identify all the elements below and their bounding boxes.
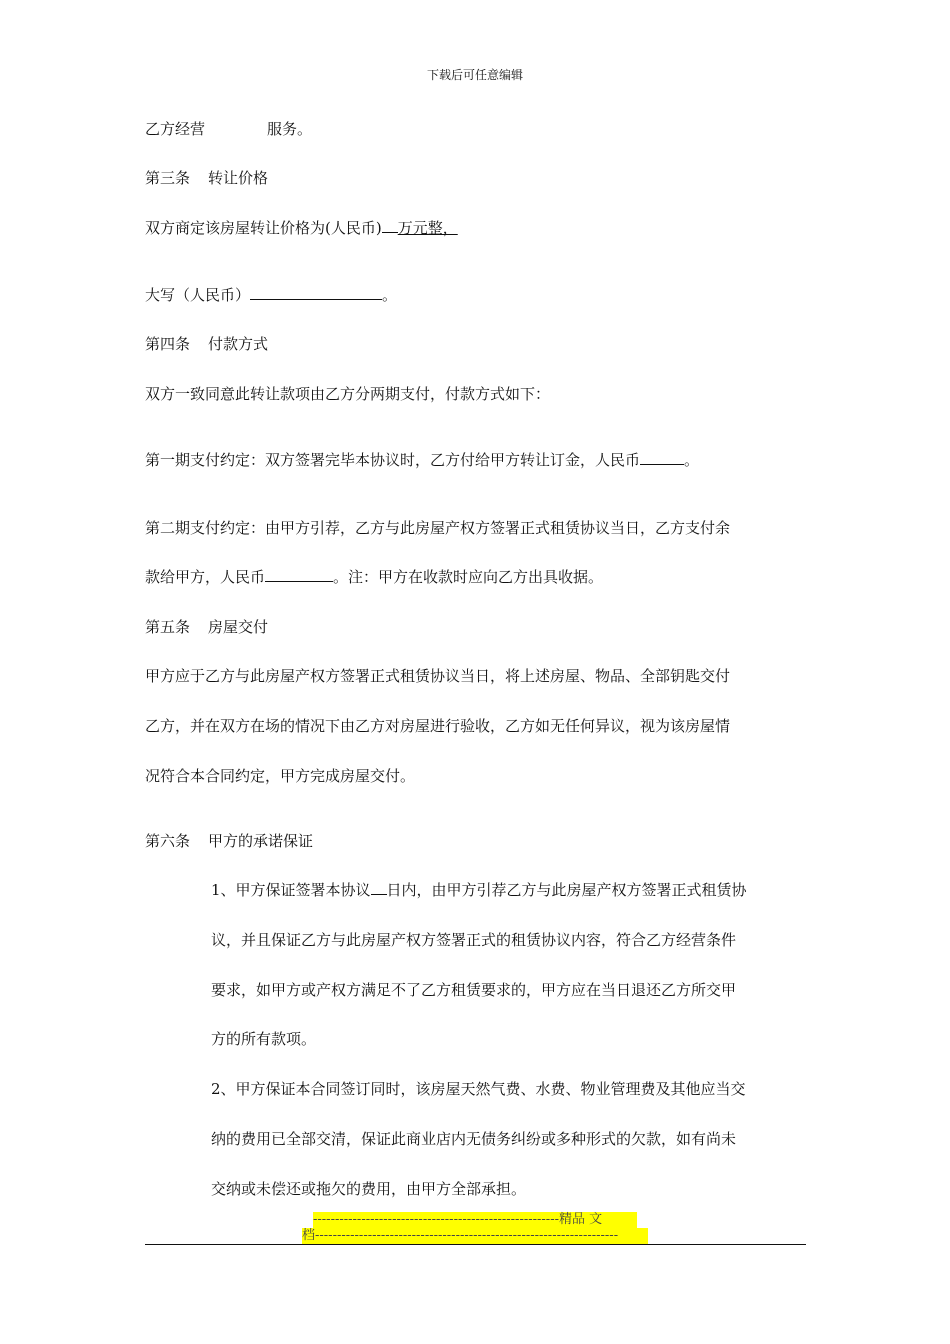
article-heading <box>145 617 268 637</box>
article-heading <box>145 168 268 188</box>
fill-blank <box>640 450 684 465</box>
clause-line: 交纳或未偿还或拖欠的费用，由甲方全部承担。 <box>211 1180 527 1198</box>
article-number: 第三条 <box>145 169 191 187</box>
clause-line: 方的所有款项。 <box>211 1030 317 1048</box>
article-title: 转让价格 <box>208 169 269 187</box>
text-segment: 服务。 <box>267 120 313 138</box>
clause-line <box>211 880 747 900</box>
footer-watermark-line1: --------------------------------------------------------精品 文 <box>313 1212 637 1228</box>
paragraph-line <box>145 218 458 238</box>
article-title: 付款方式 <box>208 335 269 353</box>
paragraph-line <box>145 567 603 587</box>
text-segment: 双方商定该房屋转让价格为(人民币) <box>145 219 382 237</box>
paragraph-line <box>145 450 699 470</box>
clause-line: 要求，如甲方或产权方满足不了乙方租赁要求的，甲方应在当日退还乙方所交甲 <box>211 981 737 999</box>
page-header: 下载后可任意编辑 <box>426 68 523 82</box>
text-segment: 乙方经营 <box>145 120 206 138</box>
clause-line: 议，并且保证乙方与此房屋产权方签署正式的租赁协议内容，符合乙方经营条件 <box>211 931 737 949</box>
fill-blank <box>382 218 398 233</box>
clause-line: 纳的费用已全部交清，保证此商业店内无债务纠纷或多种形式的欠款，如有尚未 <box>211 1130 737 1148</box>
text-segment: 1、甲方保证签署本协议 <box>211 881 371 899</box>
paragraph-line: 甲方应于乙方与此房屋产权方签署正式租赁协议当日，将上述房屋、物品、全部钥匙交付 <box>145 667 731 685</box>
article-number: 第六条 <box>145 832 191 850</box>
article-title: 甲方的承诺保证 <box>208 832 314 850</box>
article-number: 第四条 <box>145 335 191 353</box>
text-segment: 。注：甲方在收款时应向乙方出具收据。 <box>333 568 604 586</box>
paragraph-line <box>145 119 312 139</box>
text-segment: 。 <box>382 286 398 304</box>
paragraph-line: 双方一致同意此转让款项由乙方分两期支付，付款方式如下： <box>145 385 551 403</box>
text-segment: 日内，由甲方引荐乙方与此房屋产权方签署正式租赁协 <box>386 881 747 899</box>
text-segment: 。 <box>684 451 700 469</box>
fill-blank <box>371 880 387 895</box>
article-heading <box>145 334 268 354</box>
paragraph-line: 乙方，并在双方在场的情况下由乙方对房屋进行验收，乙方如无任何异议，视为该房屋情 <box>145 717 731 735</box>
paragraph-line: 况符合本合同约定，甲方完成房屋交付。 <box>145 767 416 785</box>
text-segment: 大写（人民币） <box>145 286 251 304</box>
underlined-text: 万元整， <box>397 219 458 237</box>
article-heading <box>145 831 313 851</box>
clause-line: 2、甲方保证本合同签订同时，该房屋天然气费、水费、物业管理费及其他应当交 <box>211 1080 746 1098</box>
article-title: 房屋交付 <box>208 618 269 636</box>
footer-watermark-line2: 档--------------------------------------------------------------------- <box>302 1228 648 1244</box>
text-segment: 款给甲方，人民币 <box>145 568 266 586</box>
text-segment: 第一期支付约定：双方签署完毕本协议时，乙方付给甲方转让订金，人民币 <box>145 451 641 469</box>
paragraph-line <box>145 285 397 305</box>
fill-blank <box>265 567 333 582</box>
fill-blank <box>250 285 382 300</box>
paragraph-line: 第二期支付约定：由甲方引荐，乙方与此房屋产权方签署正式租赁协议当日，乙方支付余 <box>145 519 731 537</box>
footer-divider <box>145 1244 806 1245</box>
article-number: 第五条 <box>145 618 191 636</box>
